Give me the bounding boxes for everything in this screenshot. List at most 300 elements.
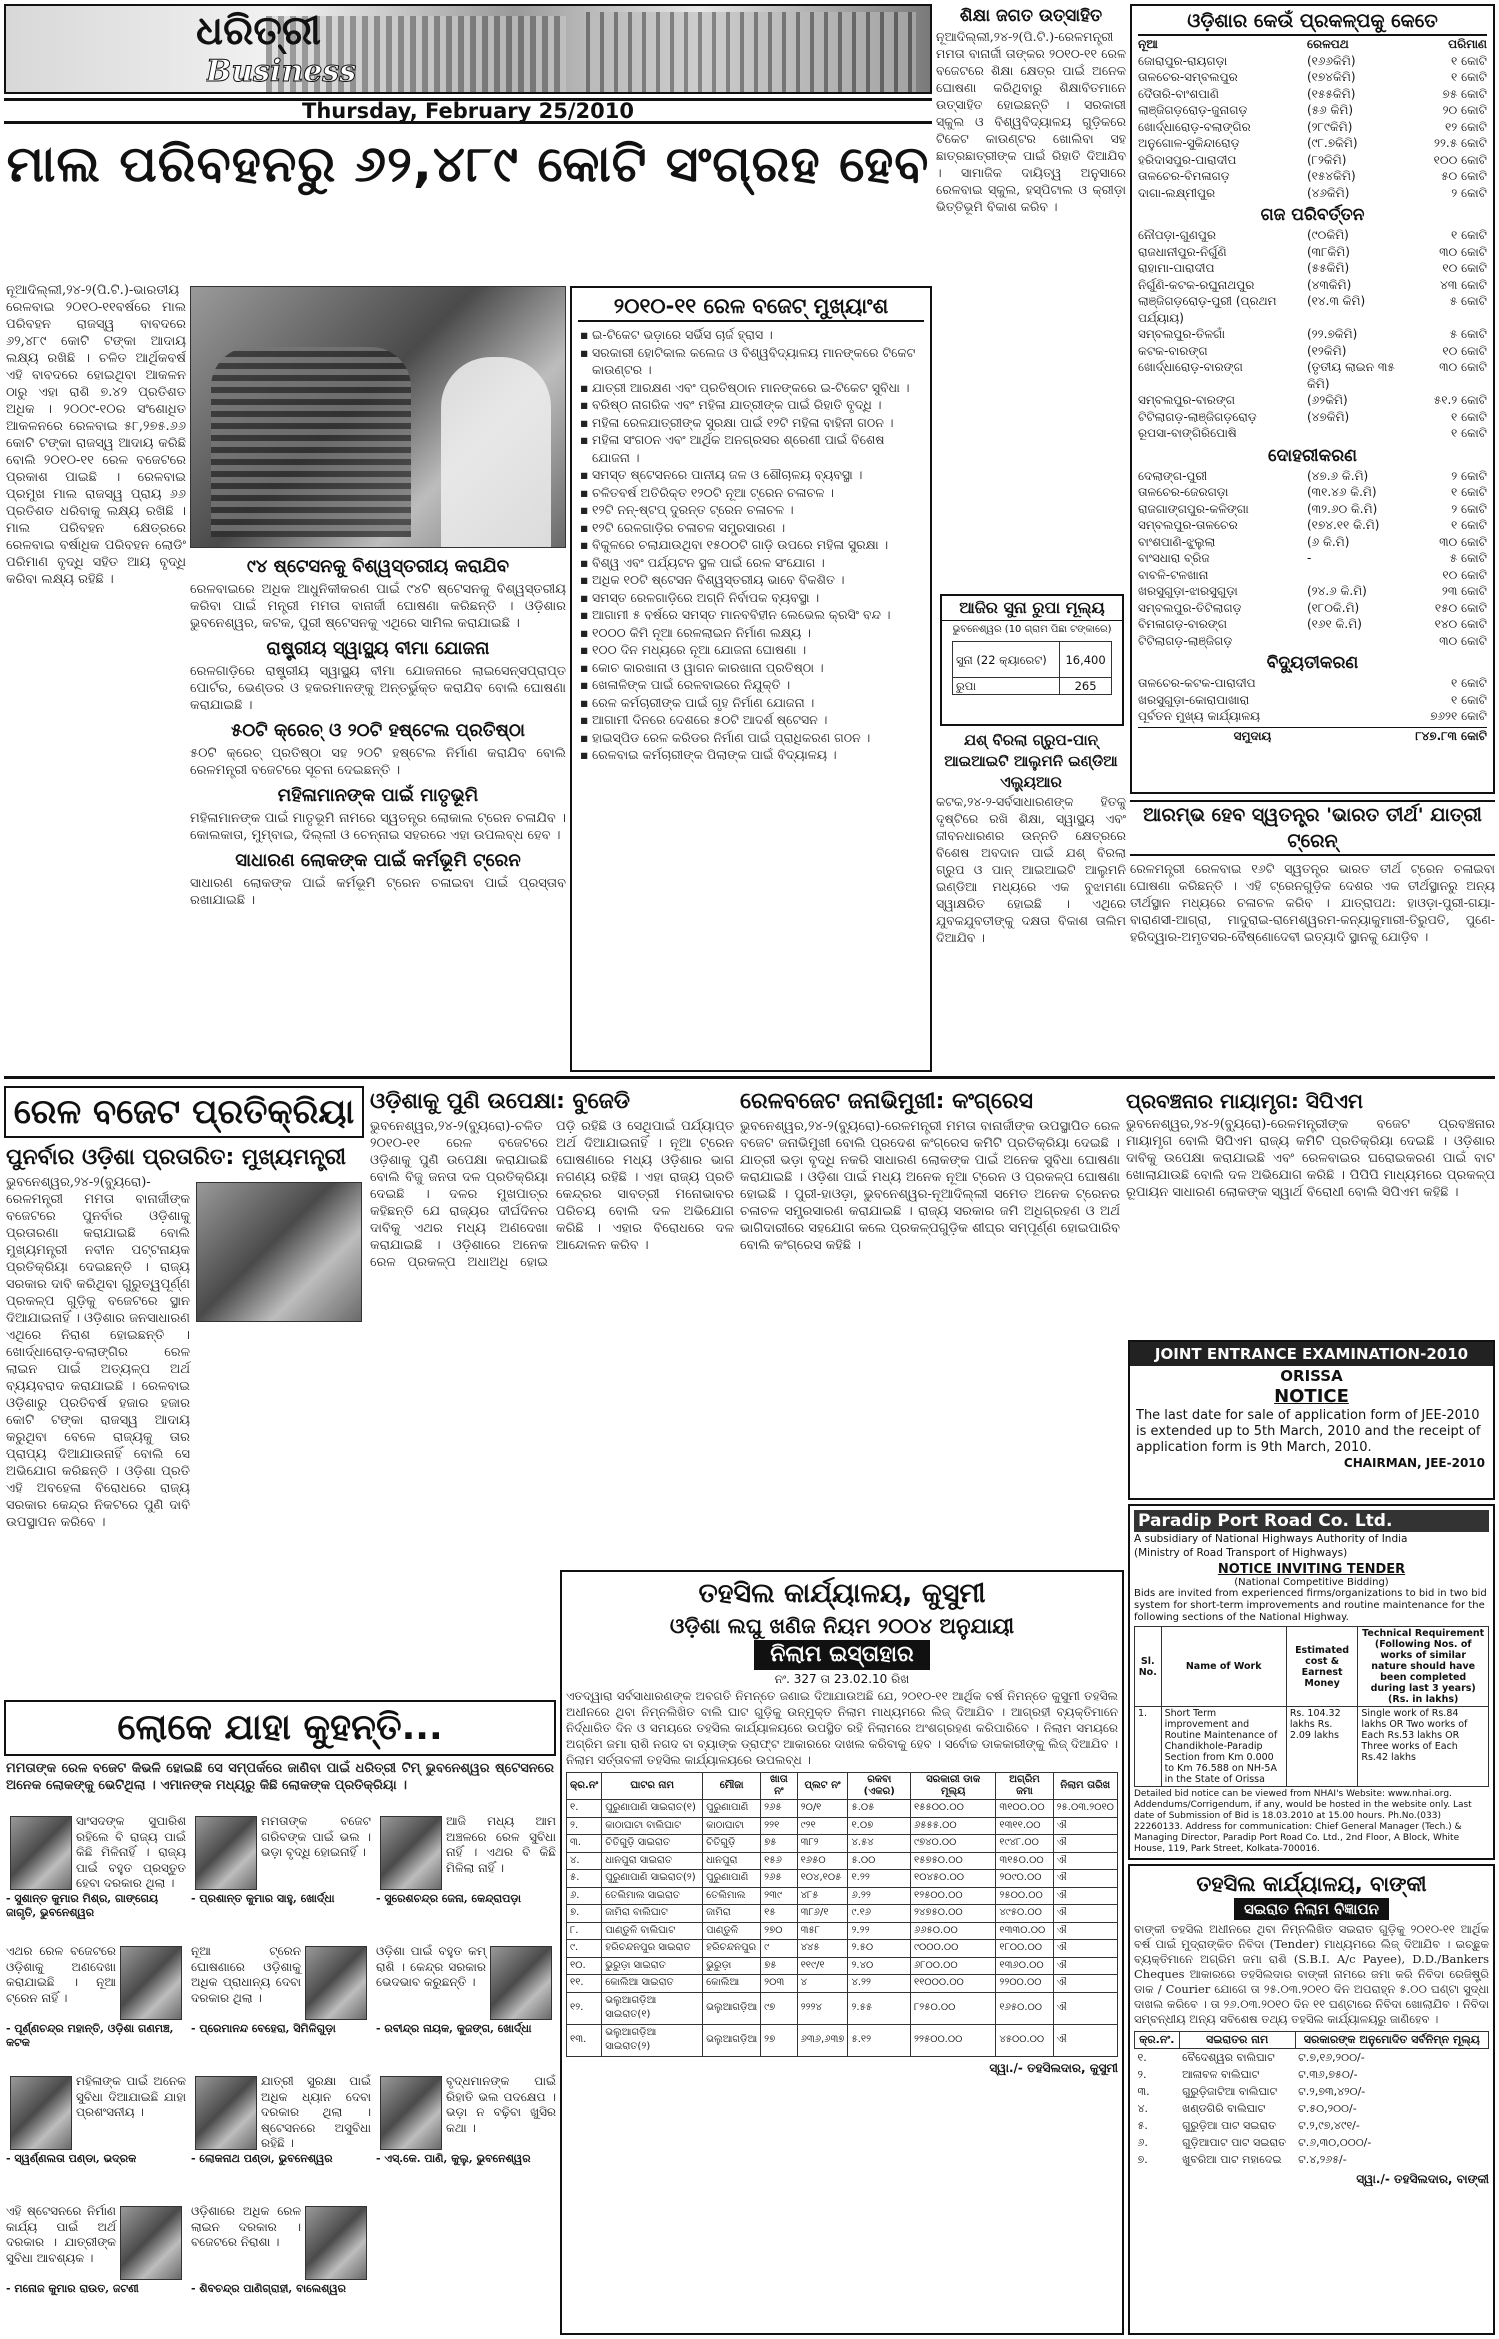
- kusumi-cell: ୪.: [567, 1852, 602, 1870]
- kusumi-cell: ୨.: [567, 1817, 602, 1835]
- project-cell: ୧ କୋଟି: [1451, 53, 1487, 68]
- project-cell: ୧ କୋଟି: [1451, 676, 1487, 690]
- table-row: [567, 1835, 1118, 1853]
- people-quotes: [6, 1814, 556, 2334]
- center-h2: ୫୦ଟି କ୍ରେଚ୍ ଓ ୨୦ଟି ହଷ୍ଟେଲ ପ୍ରତିଷ୍ଠା: [231, 720, 525, 741]
- gauge-list: [1138, 227, 1487, 442]
- tender-cell: Single work of Rs.84 lakhs OR Two works of Each Rs.53 lakhs OR Three works of Each Rs.42 lakhs: [1358, 1707, 1489, 1787]
- quote-photo: [490, 1946, 552, 2020]
- project-row: [1138, 708, 1487, 725]
- project-cell: (୧୬୧ କି.ମି): [1307, 617, 1362, 631]
- project-cell: (୫୬ କିମି): [1307, 103, 1354, 117]
- project-row: [1138, 675, 1487, 692]
- silver-price: 265: [1060, 678, 1112, 695]
- project-row: [1138, 534, 1487, 551]
- project-cell: ଅନୁଗୋଳ-ସୁକିନ୍ଦାରୋଡ଼: [1138, 136, 1240, 150]
- kusumi-cell: ପାଣ୍ଡୁଳି ବାଲିଘାଟ: [602, 1922, 703, 1940]
- project-cell: ୧ କୋଟି: [1451, 692, 1487, 707]
- project-cell: [1307, 708, 1417, 725]
- project-cell: (୬୨କିମି): [1307, 393, 1348, 407]
- project-row: [1138, 135, 1487, 152]
- kusumi-cell: ଐ: [1053, 1870, 1117, 1888]
- shiksha-text: ନୂଆଦିଲ୍ଲୀ,୨୪-୨(ପି.ଟି.)-ରେଳମନ୍ତ୍ରୀ ମମତା ବାନାର୍ଜୀ ତାଙ୍କର ୨୦୧୦-୧୧ ରେଳ ବଜେଟରେ ଶିକ୍ଷା କ୍ଷେତ୍ର ପାଇଁ ଅନେକ ଘୋଷଣା କରିଥିବାରୁ ଶିକ୍ଷାବିତମାନେ ଉତ୍ସାହିତ ହୋଇଛନ୍ତି । ସରକାରୀ ସ୍କୁଲ ଓ ବିଶ୍ୱବିଦ୍ୟାଳୟ ଗୁଡ଼ିକରେ ଟିକେଟ କାଉଣ୍ଟର ଖୋଲିବା ସହ ଛାତ୍ରଛାତ୍ରୀଙ୍କ ପାଇଁ ରିହାତି ଦିଆଯିବ । ସାମାଜିକ ଦାୟିତ୍ୱ ଅନୁସାରେ ରେଳବାଇ ସ୍କୁଲ, ହସ୍ପିଟାଲ ଓ କ୍ରୀଡ଼ା ଭିତ୍ତିଭୂମି ବିକାଶ କରିବ ।: [936, 29, 1126, 214]
- projects-total: [1138, 727, 1487, 745]
- quote-text: ଆଜି ମଧ୍ୟ ଆମ ଅଞ୍ଚଳରେ ରେଳ ସୁବିଧା ନାହିଁ । ଏଥର ବି କିଛି ମିଳିଲା ନାହିଁ ।: [446, 1814, 556, 1875]
- project-cell: ନିର୍ଗୁଣି-କଟକ-ରଘୁନାଥପୁର: [1138, 277, 1255, 292]
- kusumi-cell: ୨୫୦୦.୦୦: [996, 1887, 1053, 1905]
- gold-label: ସୁନା (22 କ୍ୟାରେଟ): [953, 642, 1060, 678]
- project-row: [1138, 484, 1487, 501]
- kusumi-cell: ୧୬୫୦.୦୦: [996, 1992, 1053, 2024]
- kusumi-cell: ୨.୫୦: [848, 1940, 911, 1958]
- kusumi-table: [566, 1772, 1118, 2057]
- project-cell: ତାଳଚେର-କଟକ-ପାରାଦୀପ: [1138, 676, 1256, 690]
- quote-photo: [195, 1816, 257, 1890]
- quote-photo: [10, 2076, 72, 2150]
- quote-photo: [195, 2076, 257, 2150]
- double-title: ଦୋହରୀକରଣ: [1268, 445, 1357, 466]
- banki-text: ବାଙ୍କୀ ତହସିଲ ଅଧୀନରେ ଥିବା ନିମ୍ନଲିଖିତ ସଇରାତ ଗୁଡ଼ିକୁ ୨୦୧୦-୧୧ ଆର୍ଥିକ ବର୍ଷ ପାଇଁ ମୁଦ୍ରାଙ୍କିତ ନିବିଦା (Tender) ମାଧ୍ୟମରେ ଲିଜ୍ ଦିଆଯିବ । ଇଚ୍ଛୁକ ବ୍ୟକ୍ତିମାନେ ଅଗ୍ରିମ ଜମା ରାଶି (S.B.I. A/c Payee), D.D./Bankers Cheques ଆକାରରେ ତହସିଲଦାର ବାଙ୍କୀ ନାମରେ ଜମା କରି ନିବିଦା ରେଜିଷ୍ଟ୍ରି ଡାକ / Courier ଯୋଗେ ତା ୨୫.୦୩.୨୦୧୦ ଦିନ ଅପରାହ୍ନ ୫.୦୦ ଘଣ୍ଟା ସୁଦ୍ଧା ଦାଖଲ କରିବେ । ତା ୨୬.୦୩.୨୦୧୦ ଦିନ ୧୧ ଘଣ୍ଟାରେ ନିବିଦା ଖୋଲାଯିବ । ନିବିଦା ସମ୍ବନ୍ଧୀୟ ଅନ୍ୟ ସବିଶେଷ ତଥ୍ୟ ତହସିଲ କାର୍ଯ୍ୟାଳୟରୁ ଜାଣିହେବ ।: [1134, 1922, 1489, 2026]
- project-cell: ରାଜଗାଙ୍ଗପୁର-କଳିଙ୍ଗା: [1138, 501, 1249, 516]
- kusumi-cell: ୧୧୦୦୦.୦୦: [911, 1975, 996, 1993]
- banki-cell: ୭.: [1137, 2153, 1148, 2166]
- kusumi-cell: ଭଲୁଆଗଡ଼ିଆ: [703, 2024, 761, 2056]
- kusumi-sign: ସ୍ୱା./- ତହସିଲଦାର, କୁସୁମୀ: [989, 2060, 1118, 2075]
- projects-head: [1138, 36, 1487, 53]
- banki-cell: ଟ.୭,୧୬,୨୦୦/-: [1298, 2051, 1365, 2064]
- projects-title: ଓଡ଼ିଶାର କେଉଁ ପ୍ରକଳ୍ପକୁ କେତେ: [1138, 8, 1487, 36]
- project-cell: (୩୧.୪୬ କି.ମି): [1307, 485, 1377, 499]
- jee-state: ORISSA: [1280, 1367, 1343, 1385]
- kusumi-cell: ୧୬୫୦: [797, 1852, 848, 1870]
- quote-name: - ରବୀନ୍ଦ୍ର ନାୟକ, କୁଜଙ୍ଗ, ଖୋର୍ଦ୍ଧା: [376, 2022, 532, 2035]
- projects-head-col2: ରେଳପଥ: [1307, 37, 1349, 51]
- project-row: [1138, 425, 1487, 442]
- kusumi-header: ଘାଟର ନାମ: [602, 1773, 703, 1800]
- kusumi-cell: ୮.: [567, 1922, 602, 1940]
- banki-cell: ୩.: [1137, 2085, 1150, 2098]
- quote-text: ମମତାଙ୍କ ବଜେଟ ଗରିବଙ୍କ ପାଇଁ ଭଲ । ଭଡ଼ା ବୃଦ୍ଧି ହୋଇନାହିଁ ।: [261, 1814, 371, 1859]
- project-cell: (୪୭.୬ କି.ମି): [1307, 468, 1369, 483]
- project-row: [1138, 53, 1487, 70]
- project-cell: ୩୦ କୋଟି: [1439, 244, 1487, 259]
- budget-item: ▪ ବିକୁଳରେ ଚଲାଯାଉଥିବା ୧୫୦୦ଟି ଗାଡ଼ି ଉପରେ ମହିଳା ସୁରକ୍ଷା ।: [578, 536, 924, 554]
- kusumi-header: ରକବା (ଏକର): [848, 1773, 911, 1800]
- project-row: [1138, 168, 1487, 185]
- kusumi-cell: ୧.୨୨: [848, 1870, 911, 1888]
- quote-text: ଓଡ଼ିଶାରେ ଅଧିକ ରେଳ ଲାଇନ ଦରକାର । ବଜେଟରେ ନିରାଶା ।: [191, 2204, 301, 2249]
- project-cell: (୧୫୪କିମି): [1307, 169, 1356, 183]
- kusumi-cell: ଭଲୁଆଗଡ଼ିଆ: [703, 1992, 761, 2024]
- kusumi-cell: ୨୨୨୪: [797, 1992, 848, 2024]
- project-cell: [1307, 633, 1417, 650]
- project-cell: (୧୭୪.୧୧ କି.ମି): [1307, 518, 1380, 532]
- quote-name: - ପ୍ରେମାନନ୍ଦ ବେହେରା, ସିମିଳିଗୁଡ଼ା: [191, 2022, 336, 2035]
- kusumi-cell: ଧାନପୁରା ସାଇରାତ: [602, 1852, 703, 1870]
- quote-name: - ସୁଶାନ୍ତ କୁମାର ମିଶ୍ର, ଗାଙ୍ଗେୟ ଜାଗୃତି, ଭୁବନେଶ୍ୱର: [6, 1892, 159, 1919]
- kusumi-cell: ଐ: [1053, 1922, 1117, 1940]
- kusumi-cell: ୨୩୯: [761, 1887, 797, 1905]
- quote-card: [376, 1944, 556, 2070]
- kusumi-cell: ୮୨୫୦.୦୦: [911, 1992, 996, 2024]
- kusumi-cell: ୧୧୯/୧: [797, 1957, 848, 1975]
- table-row: [567, 1957, 1118, 1975]
- gold-price-box: [940, 594, 1124, 726]
- table-row: [567, 2024, 1118, 2056]
- people-intro: ମମତାଙ୍କ ରେଳ ବଜେଟ କିଭଳି ହୋଇଛି ସେ ସମ୍ପର୍କରେ ଜାଣିବା ପାଇଁ ଧରିତ୍ରୀ ଟିମ୍ ଭୁବନେଶ୍ୱର ଷ୍ଟେସନରେ ଅନେକ ଲୋକଙ୍କୁ ଭେଟିଥିଲା । ଏମାନଙ୍କ ମଧ୍ୟରୁ କିଛି ଲୋକଙ୍କ ପ୍ରତିକ୍ରିୟା ।: [6, 1761, 554, 1793]
- kusumi-cell: ୧୦୪୫୦.୦୦: [911, 1870, 996, 1888]
- banki-cell: ଖଣ୍ଡଗିରି ବାଲିଘାଟ: [1182, 2102, 1266, 2115]
- table-row: [1135, 2066, 1489, 2083]
- kusumi-cell: ୨୦/୧: [797, 1800, 848, 1818]
- project-row: [1138, 550, 1487, 567]
- project-row: [1138, 277, 1487, 294]
- kusumi-cell: ୩୧୫୦.୦୦: [996, 1852, 1053, 1870]
- budget-item: ▪ ଆଗାମୀ ଦିନରେ ଦେଶରେ ୫୦ଟି ଆଦର୍ଶ ଷ୍ଟେସନ ।: [578, 711, 924, 729]
- kusumi-cell: ୨୫.୦୩.୨୦୧୦: [1053, 1800, 1117, 1818]
- divider-mid: [4, 1076, 1495, 1079]
- kusumi-cell: ୧୨୫୦୦.୦୦: [911, 1887, 996, 1905]
- budget-item: ▪ ବରିଷ୍ଠ ନାଗରିକ ଏବଂ ମହିଳା ଯାତ୍ରୀଙ୍କ ପାଇଁ ରିହାତି ବୃଦ୍ଧି ।: [578, 396, 924, 414]
- project-cell: ୧୦ କୋଟି: [1442, 343, 1487, 358]
- quote-photo: [120, 2206, 182, 2280]
- project-cell: ୧ କୋଟି: [1451, 70, 1487, 84]
- bjd-text: ଭୁବନେଶ୍ୱର,୨୪-୨(ବ୍ୟୁରୋ)-ଚଳିତ ୨୦୧୦-୧୧ ରେଳ ବଜେଟରେ ଓଡ଼ିଶାକୁ ପୁଣି ଉପେକ୍ଷା କରାଯାଇଛି ବୋଲି ବିଜୁ ଜନତା ଦଳ ପ୍ରତିକ୍ରିୟା ଦେଇଛି । ଦଳର ମୁଖପାତ୍ର କହିଛନ୍ତି ଯେ ରାଜ୍ୟର ଦୀର୍ଘଦିନର ଦାବିକୁ ଏଥର ମଧ୍ୟ ଅଣଦେଖା କରାଯାଇଛି । ଓଡ଼ିଶାରେ ଅନେକ ରେଳ ପ୍ରକଳ୍ପ ଅଧାଅଧି ହୋଇ ପଡ଼ି ରହିଛି ଓ ସେଥିପାଇଁ ପର୍ଯ୍ୟାପ୍ତ ଅର୍ଥ ଦିଆଯାଇନାହିଁ । ନୂଆ ଟ୍ରେନ ଘୋଷଣାରେ ମଧ୍ୟ ଓଡ଼ିଶାର ଭାଗ ନଗଣ୍ୟ ରହିଛି । ଏହା ରାଜ୍ୟ ପ୍ରତି କେନ୍ଦ୍ରର ସାବତ୍ରୀ ମନୋଭାବର ପରିଚୟ ବୋଲି ଦଳ ଅଭିଯୋଗ କରିଛି । ଏହାର ବିରୋଧରେ ଦଳ ଆନ୍ଦୋଳନ କରିବ ।: [370, 1119, 734, 1270]
- project-cell: (୪୬କିମି): [1307, 185, 1350, 200]
- project-cell: ଖୋର୍ଦ୍ଧାରୋଡ଼-ବଲାଙ୍ଗିର: [1138, 119, 1251, 134]
- quote-photo: [305, 2206, 367, 2280]
- banki-cell: ଗୁଡ଼ିଆପାଟ ପାଟ ସଇରାତ: [1182, 2136, 1286, 2149]
- masthead-building: [586, 12, 916, 92]
- project-row: [1138, 343, 1487, 360]
- project-cell: ୨ କୋଟି: [1451, 468, 1487, 483]
- cm-story: [6, 1142, 366, 1696]
- table-row: [567, 1940, 1118, 1958]
- kusumi-cell: ୯୭୪୦.୦୦: [911, 1835, 996, 1853]
- kusumi-cell: ଐ: [1053, 1835, 1117, 1853]
- kusumi-cell: ତେଲିମାଲ: [703, 1887, 761, 1905]
- kusumi-cell: ଭୁରୁଡ଼ା ସାଇରାତ: [602, 1957, 703, 1975]
- project-row: [1138, 501, 1487, 518]
- quote-photo: [120, 1946, 182, 2020]
- center-h4: ସାଧାରଣ ଲୋକଙ୍କ ପାଇଁ କର୍ମଭୂମି ଟ୍ରେନ: [235, 850, 521, 871]
- project-row: [1138, 633, 1487, 650]
- kusumi-cell: ୪.୨୨: [848, 1975, 911, 1993]
- jee-body: The last date for sale of application form of JEE-2010 is extended up to 5th March, 2010 and the receipt of application form is 9th March, 2010.: [1136, 1408, 1481, 1455]
- kusumi-cell: ଜାମିରା: [703, 1905, 761, 1923]
- kusumi-cell: ୬୩୬,୬୩୭: [797, 2024, 848, 2056]
- lead-story: ନୂଆଦିଲ୍ଲୀ,୨୪-୨(ପି.ଟି.)-ଭାରତୀୟ ରେଳବାଇ ୨୦୧୦-୧୧ବର୍ଷରେ ମାଲ ପରିବହନ ରାଜସ୍ୱ ବାବଦରେ ୬୨,୪୮୯ କୋଟି ଟଙ୍କା ଆଦାୟ ଲକ୍ଷ୍ୟ ରଖିଛି । ଚଳିତ ଆର୍ଥିକବର୍ଷ ଏହି ବାବଦରେ ହୋଇଥିବା ଆକଳନ ଠାରୁ ଏହା ରାଶି ୭.୪୨ ପ୍ରତିଶତ ଅଧିକ । ୨୦୦୯-୧୦ର ସଂଶୋଧିତ ଆକଳନରେ ରେଳବାଇ ୫୮,୨୭୫.୬୬ କୋଟି ଟଙ୍କା ରାଜସ୍ୱ ଆଦାୟ କରିଛି ବୋଲି ୨୦୧୦-୧୧ ରେଳ ବଜେଟରେ ପ୍ରକାଶ ପାଇଛି । ରେଳବାଇ ପ୍ରମୁଖ ମାଲ ରାଜସ୍ୱ ପ୍ରାୟ ୬୬ ପ୍ରତିଶତ ଧରିବାକୁ ଲକ୍ଷ୍ୟ ରଖିଛି । ମାଲ ପରିବହନ କ୍ଷେତ୍ରରେ ରେଳବାଇ ବର୍ଷାଧିକ ପରିବହନ ଲୋଡିଂ ପରିମାଣ ବୃଦ୍ଧି ସହିତ ଆୟ ବୃଦ୍ଧି କରିବା ଲକ୍ଷ୍ୟ ରହିଛି ।: [6, 283, 186, 587]
- project-cell: ୧ କୋଟି: [1451, 518, 1487, 532]
- kusumi-cell: ୬୮୦୦.୦୦: [911, 1957, 996, 1975]
- kusumi-cell: ୪: [797, 1975, 848, 1993]
- quote-card: [376, 2074, 556, 2200]
- project-cell: ତାଳଚେର-ଜେରଗଡ଼ା: [1138, 485, 1229, 499]
- project-cell: (୫୫କିମି): [1307, 261, 1350, 275]
- cpm-story: [1126, 1086, 1495, 1306]
- table-row: [567, 1817, 1118, 1835]
- tender-header: Name of Work: [1161, 1627, 1286, 1707]
- kusumi-cell: ୨୦୩: [761, 1975, 797, 1993]
- budget-highlights-list: [578, 326, 924, 764]
- banki-header: ସଇରାତର ନାମ: [1179, 2032, 1295, 2049]
- quote-text: ଏହି ଷ୍ଟେସନରେ ନିର୍ମାଣ କାର୍ଯ୍ୟ ପାଇଁ ଅର୍ଥ ଦରକାର । ଯାତ୍ରୀଙ୍କ ସୁବିଧା ଆବଶ୍ୟକ ।: [6, 2204, 116, 2265]
- table-row: [1135, 2100, 1489, 2117]
- kusumi-cell: ୯.: [567, 1940, 602, 1958]
- project-cell: ୧ କୋଟି: [1451, 426, 1487, 440]
- quote-card: [191, 2204, 371, 2330]
- project-cell: ୩୦ କୋଟି: [1439, 633, 1487, 648]
- project-row: [1138, 293, 1487, 326]
- kusumi-cell: ୪.୫୪: [848, 1835, 911, 1853]
- kusumi-cell: ୧୫୫୦୦.୦୦: [911, 1800, 996, 1818]
- kusumi-cell: କାଠାଘାଟା: [703, 1817, 761, 1835]
- project-cell: (୪୩କିମି): [1307, 277, 1352, 292]
- kusumi-cell: ୩୫୮: [797, 1922, 848, 1940]
- banki-cell: ଟ.୬,୩୦,୦୦୦/-: [1298, 2136, 1372, 2149]
- project-row: [1138, 260, 1487, 277]
- tender-notice: [1128, 1504, 1495, 1860]
- kusumi-cell: ଭଲୁଆଗଡ଼ିଆ ସାଇରାତ(୧): [602, 1992, 703, 2024]
- kusumi-cell: ୧୦.: [567, 1957, 602, 1975]
- kusumi-cell: କୋଲିଆ ସାଇରାତ: [602, 1975, 703, 1993]
- budget-highlights-box: [570, 286, 932, 1072]
- masthead-banner: [4, 4, 932, 94]
- project-cell: ଖରସୁଗୁଡ଼ା-କୋରାପାଖାରା: [1138, 692, 1250, 707]
- gold-sub: ଭୁବନେଶ୍ୱର (10 ଗ୍ରାମ ପିଛା ଟଙ୍କାରେ): [952, 624, 1112, 635]
- project-cell: ୧ କୋଟି: [1451, 409, 1487, 424]
- cm-photo: [196, 1182, 362, 1322]
- kusumi-header: ସରକାରୀ ଡାକ ମୂଲ୍ୟ: [911, 1773, 996, 1800]
- kusumi-cell: ହରିଚନ୍ଦନପୁର: [703, 1940, 761, 1958]
- kusumi-cell: ୯୨୧: [797, 1817, 848, 1835]
- issue-date: Thursday, February 25/2010: [4, 98, 932, 124]
- kusumi-cell: ୯.୧୬: [848, 1905, 911, 1923]
- project-cell: ସମ୍ବଲପୁର-ତିଳଗାଁ: [1138, 327, 1225, 341]
- budget-item: ▪ ଯାତ୍ରୀ ଆରକ୍ଷଣ ଏବଂ ପ୍ରତିଷ୍ଠାନ ମାନଙ୍କରେ ଇ-ଟିକେଟ ସୁବିଧା ।: [578, 379, 924, 397]
- project-cell: ଦାଗା-ଲକ୍ଷ୍ମୀପୁର: [1138, 185, 1216, 200]
- kusumi-cell: ୯: [761, 1940, 797, 1958]
- gold-price: 16,400: [1060, 642, 1112, 678]
- project-row: [1138, 517, 1487, 534]
- project-cell: ୧୪୦ କୋଟି: [1434, 617, 1487, 631]
- project-cell: କଟକ-ବାରଙ୍ଗ: [1138, 343, 1208, 358]
- kusumi-cell: ଐ: [1053, 1817, 1117, 1835]
- project-row: [1138, 567, 1487, 584]
- banki-cell: ୪.: [1137, 2102, 1149, 2115]
- project-cell: (୧୫୫କିମି): [1307, 86, 1356, 101]
- banki-table: [1134, 2031, 1489, 2168]
- kusumi-header-row: [567, 1773, 1118, 1800]
- project-cell: ରୂପସା-ବାଙ୍ଗିରିପୋଷି: [1138, 426, 1237, 440]
- project-row: [1138, 692, 1487, 709]
- quote-photo: [380, 2076, 442, 2150]
- kusumi-cell: ୭୫: [761, 1835, 797, 1853]
- kusumi-cell: ୧୩୬୦.୦୦: [996, 1957, 1053, 1975]
- jee-notice-label: NOTICE: [1274, 1386, 1349, 1407]
- center-story: [190, 550, 566, 1070]
- gauge-title: ଗଜ ପରିବର୍ତ୍ତନ: [1260, 205, 1365, 225]
- kusumi-cell: ୨୨୫୦୦.୦୦: [911, 2024, 996, 2056]
- project-cell: (୯୦କିମି): [1307, 228, 1349, 242]
- shiksha-title: ଶିକ୍ଷା ଜଗତ ଉତ୍ସାହିତ: [959, 6, 1103, 26]
- quote-text: ଏଥର ରେଳ ବଜେଟରେ ଓଡ଼ିଶାକୁ ଅଣଦେଖା କରାଯାଇଛି । ନୂଆ ଟ୍ରେନ ନାହିଁ ।: [6, 1944, 116, 2005]
- table-row: [1135, 2049, 1489, 2067]
- project-cell: ୩୦ କୋଟି: [1439, 360, 1487, 374]
- quote-text: ମହିଳାଙ୍କ ପାଇଁ ଅନେକ ସୁବିଧା ଦିଆଯାଇଛି ଯାହା ପ୍ରଶଂସନୀୟ ।: [76, 2074, 186, 2119]
- table-row: [567, 1922, 1118, 1940]
- budget-item: ▪ ରେଳବାଇ କର୍ମଚାରୀଙ୍କ ପିଲାଙ୍କ ପାଇଁ ବିଦ୍ୟାଳୟ ।: [578, 746, 924, 764]
- elec-title: ବିଦ୍ୟୁତୀକରଣ: [1266, 653, 1359, 673]
- projects-head-col1: ନୂଆ: [1138, 37, 1158, 51]
- kusumi-cell: ୬.୨୨: [848, 1887, 911, 1905]
- kusumi-cell: ୧୨.: [567, 1992, 602, 2024]
- budget-item: ▪ ସମସ୍ତ ଷ୍ଟେସନରେ ପାନୀୟ ଜଳ ଓ ଶୌଚାଳୟ ବ୍ୟବସ୍ଥା ।: [578, 466, 924, 484]
- project-cell: ଖୋର୍ଦ୍ଧାରୋଡ଼-ବାରଙ୍ଗ: [1138, 360, 1243, 374]
- kusumi-cell: ଜାମିରା ବାଲିଘାଟ: [602, 1905, 703, 1923]
- project-cell: (୨୮୯କିମି): [1307, 119, 1353, 134]
- quote-name: - ପ୍ରଶାନ୍ତ କୁମାର ସାହୁ, ଖୋର୍ଦ୍ଧା: [191, 1892, 335, 1905]
- jee-title: JOINT ENTRANCE EXAMINATION-2010: [1130, 1342, 1493, 1366]
- kusumi-cell: ଐ: [1053, 1975, 1117, 1993]
- kusumi-cell: ୧୮୦୦.୦୦: [996, 1940, 1053, 1958]
- kusumi-cell: ହରିଚନ୍ଦନପୁର ସାଇରାତ: [602, 1940, 703, 1958]
- project-cell: ୨ କୋଟି: [1451, 501, 1487, 516]
- tender-cell: Rs. 104.32 lakhs Rs. 2.09 lakhs: [1286, 1707, 1358, 1787]
- table-row: [567, 1975, 1118, 1993]
- project-cell: ଟିଟିଲାଗଡ଼-ଲାଞ୍ଜିଗଡ଼: [1138, 633, 1233, 648]
- kusumi-subtitle: ଓଡ଼ିଶା ଲଘୁ ଖଣିଜ ନିୟମ ୨୦୦୪ ଅନୁଯାୟୀ: [669, 1614, 1015, 1638]
- reaction-banner: ରେଳ ବଜେଟ ପ୍ରତିକ୍ରିୟା: [4, 1086, 364, 1138]
- shiksha-story: [936, 4, 1126, 564]
- project-cell: ରାହାମା-ପାରାଦୀପ: [1138, 261, 1215, 275]
- project-cell: ୧୦ କୋଟି: [1442, 567, 1487, 582]
- quote-text: ବୃଦ୍ଧମାନଙ୍କ ପାଇଁ ରିହାତି ଭଲ ପଦକ୍ଷେପ । ଭଡ଼ା ନ ବଢ଼ିବା ଖୁସିର କଥା ।: [446, 2074, 556, 2135]
- banki-cell: ଟ.୪,୨୬୫/-: [1298, 2153, 1347, 2166]
- birla-story: [936, 730, 1126, 1074]
- kusumi-cell: ୨.୪୦: [848, 1957, 911, 1975]
- budget-item: ▪ ୧୨ଟି ରେଳଗାଡ଼ିର ଚଳାଚଳ ସମ୍ପ୍ରସାରଣ ।: [578, 519, 924, 537]
- table-row: [567, 1870, 1118, 1888]
- center-p1: ରେଳବାଇରେ ଅଧିକ ଆଧୁନିକୀକରଣ ପାଇଁ ୯୪ଟି ଷ୍ଟେସନକୁ ବିଶ୍ୱସ୍ତରୀୟ କରିବା ପାଇଁ ମନ୍ତ୍ରୀ ମମତା ବାନାର୍ଜୀ ଘୋଷଣା କରିଛନ୍ତି । ଓଡ଼ିଶାର ଭୁବନେଶ୍ୱର, କଟକ, ପୁରୀ ଷ୍ଟେସନକୁ ଏଥିରେ ସାମିଲ କରାଯାଇଛି ।: [190, 582, 566, 631]
- kusumi-cell: ୨୨୦୦.୦୦: [996, 1975, 1053, 1993]
- double-list: [1138, 468, 1487, 650]
- kusumi-cell: ୬.: [567, 1887, 602, 1905]
- kusumi-cell: ପୁରୁଣାପାଣି ସାଇରାତ(୨): [602, 1870, 703, 1888]
- table-row: [567, 1992, 1118, 2024]
- project-row: [1138, 185, 1487, 202]
- project-cell: ୨୨.୫ କୋଟି: [1433, 136, 1487, 150]
- budget-item: ▪ ୧୦୦ ଦିନ ମଧ୍ୟରେ ନୂଆ ଯୋଜନା ଘୋଷଣା ।: [578, 641, 924, 659]
- tender-ministry: (Ministry of Road Transport of Highways): [1134, 1547, 1348, 1559]
- quote-name: - ଶିବଚନ୍ଦ୍ର ପାଣିଗ୍ରାହୀ, ବାଲେଶ୍ୱର: [191, 2282, 346, 2295]
- kusumi-cell: ଐ: [1053, 1905, 1117, 1923]
- kusumi-cell: ୭୫: [761, 1957, 797, 1975]
- tender-cell: 1.: [1135, 1707, 1162, 1787]
- congress-text: ଭୁବନେଶ୍ୱର,୨୪-୨(ବ୍ୟୁରୋ)-ରେଳମନ୍ତ୍ରୀ ମମତା ବାନାର୍ଜୀଙ୍କ ଉପସ୍ଥାପିତ ରେଳ ବଜେଟ ଜନାଭିମୁଖୀ ବୋଲି ପ୍ରଦେଶ କଂଗ୍ରେସ କମିଟି ପ୍ରତିକ୍ରିୟା ଦେଇଛି । ଯାତ୍ରୀ ଭଡ଼ା ବୃଦ୍ଧି ନକରି ସାଧାରଣ ଲୋକଙ୍କ ପାଇଁ ଅନେକ ସୁବିଧା ଘୋଷଣା କରାଯାଇଛି । ଓଡ଼ିଶା ପାଇଁ ମଧ୍ୟ ଅନେକ ନୂଆ ଟ୍ରେନ ଓ ପ୍ରକଳ୍ପ ଘୋଷଣା ହୋଇଛି । ପୁରୀ-ହାଓଡ଼ା, ଭୁବନେଶ୍ୱର-ନୂଆଦିଲ୍ଲୀ ସମେତ ଅନେକ ଟ୍ରେନର ଚଳାଚଳ ସମ୍ପ୍ରସାରଣ କରାଯାଇଛି । ରାଜ୍ୟ ସରକାର ଜମି ଅଧିଗ୍ରହଣ ଓ ଅର୍ଥ ଭାଗିଦାରୀରେ ସହଯୋଗ କଲେ ପ୍ରକଳ୍ପଗୁଡ଼ିକ ଶୀଘ୍ର ସମ୍ପୂର୍ଣ୍ଣ ହୋଇପାରିବ ବୋଲି କଂଗ୍ରେସ କହିଛି ।: [740, 1119, 1120, 1253]
- project-cell: ଲାଞ୍ଜିଗଡ଼ରୋଡ଼-ପୁରୀ (ପ୍ରଥମ ପର୍ଯ୍ୟାୟ): [1138, 294, 1277, 325]
- quote-card: [376, 1814, 556, 1940]
- budget-item: ▪ ମହିଳା ସଂଗଠନ ଏବଂ ଆର୍ଥିକ ଅନଗ୍ରସର ଶ୍ରେଣୀ ପାଇଁ ବିଶେଷ ଯୋଜନା ।: [578, 431, 924, 466]
- kusumi-cell: ୧.: [567, 1800, 602, 1818]
- quote-photo: [380, 1816, 442, 1890]
- kusumi-header: ମୌଜା: [703, 1773, 761, 1800]
- kusumi-cell: ୫.୧୨: [848, 2024, 911, 2056]
- project-cell: ଲାଞ୍ଜିଗଡ଼ରୋଡ଼-ଜୁନାଗଡ଼: [1138, 103, 1248, 117]
- project-cell: ୨୩ କୋଟି: [1441, 584, 1487, 598]
- project-row: [1138, 468, 1487, 485]
- cpm-text: ଭୁବନେଶ୍ୱର,୨୪-୨(ବ୍ୟୁରୋ)-ରେଳମନ୍ତ୍ରୀଙ୍କ ବଜେଟ ପ୍ରବଞ୍ଚନାର ମାୟାମୃଗ ବୋଲି ସିପିଏମ ରାଜ୍ୟ କମିଟି ପ୍ରତିକ୍ରିୟା ଦେଇଛି । ଓଡ଼ିଶାର ଦାବିକୁ ଉପେକ୍ଷା କରାଯାଇଛି ଏବଂ ରେଳବାଇର ଘରୋଇକରଣ ପାଇଁ ବାଟ ଖୋଲାଯାଉଛି ବୋଲି ଦଳ ଅଭିଯୋଗ କରିଛି । ପିପିପି ମାଧ୍ୟମରେ ପ୍ରକଳ୍ପ ରୂପାୟନ ସାଧାରଣ ଲୋକଙ୍କ ସ୍ୱାର୍ଥ ବିରୋଧୀ ବୋଲି ସିପିଏମ କହିଛି ।: [1126, 1117, 1495, 1200]
- kusumi-cell: ୧୧.: [567, 1975, 602, 1993]
- kusumi-cell: ପୁରୁଣାପାଣି ସାଇରାତ(୧): [602, 1800, 703, 1818]
- kusumi-cell: ଭଲୁଆଗଡ଼ିଆ ସାଇରାତ(୨): [602, 2024, 703, 2056]
- quote-text: ନୂଆ ଟ୍ରେନ ଘୋଷଣାରେ ଓଡ଼ିଶାକୁ ଅଧିକ ପ୍ରାଧାନ୍ୟ ଦେବା ଦରକାର ଥିଲା ।: [191, 1944, 301, 2005]
- kusumi-header: ନିଲାମ ତାରିଖ: [1053, 1773, 1117, 1800]
- tahasil-kusumi: [560, 1570, 1124, 2335]
- project-cell: (୨୨.୭କିମି): [1307, 327, 1358, 341]
- new-lines-list: [1138, 53, 1487, 202]
- kusumi-cell: ୧.୦୭: [848, 1817, 911, 1835]
- project-cell: [1307, 675, 1417, 692]
- kusumi-cell: ପାଣ୍ଡୁଳି: [703, 1922, 761, 1940]
- budget-item: ▪ ୧୦୦୦ କିମି ନୂଆ ରେଳଲାଇନ ନିର୍ମାଣ ଲକ୍ଷ୍ୟ ।: [578, 624, 924, 642]
- project-cell: ହରିଦାସପୁର-ପାରାଦୀପ: [1138, 152, 1237, 167]
- quote-card: [6, 2074, 186, 2200]
- project-row: [1138, 359, 1487, 392]
- project-cell: ୭୬୨୧ କୋଟି: [1430, 709, 1487, 723]
- project-cell: (୩୮କିମି): [1307, 244, 1350, 259]
- kusumi-cell: ୧୩୧୧.୦୦: [996, 1817, 1053, 1835]
- project-cell: (୮୨କିମି): [1307, 152, 1347, 167]
- kusumi-cell: ଚିତିଗୁଡ଼ି ସାଇରାତ: [602, 1835, 703, 1853]
- center-h3: ମହିଳାମାନଙ୍କ ପାଇଁ ମାତୃଭୂମି: [277, 785, 479, 806]
- quote-card: [6, 2204, 186, 2330]
- kusumi-cell: ୬୬୫୦.୦୦: [911, 1922, 996, 1940]
- kusumi-cell: ୧୫: [761, 1905, 797, 1923]
- project-cell: ବାବଳି-ଟଳଖାନା: [1138, 567, 1209, 582]
- people-banner: ଲୋକେ ଯାହା କୁହନ୍ତି...: [4, 1700, 556, 1756]
- kusumi-cell: ଐ: [1053, 1887, 1117, 1905]
- cm-title: ପୁନର୍ବାର ଓଡ଼ିଶା ପ୍ରତାରିତ: ମୁଖ୍ୟମନ୍ତ୍ରୀ: [6, 1145, 347, 1170]
- project-cell: (୧୭୪କିମି): [1307, 70, 1356, 84]
- project-cell: (୪୭କିମି): [1307, 409, 1350, 424]
- project-cell: ତାଳଚେର-ବିମଳାଗଡ଼: [1138, 169, 1230, 183]
- tender-title: NOTICE INVITING TENDER: [1217, 1562, 1406, 1577]
- kusumi-cell: ୧୫୬: [761, 1852, 797, 1870]
- center-p5: ସାଧାରଣ ଲୋକଙ୍କ ପାଇଁ କର୍ମଭୂମି ଟ୍ରେନ ଚଳାଇବା ପାଇଁ ପ୍ରସ୍ତାବ ରଖାଯାଇଛି ।: [190, 876, 566, 908]
- budget-photo: [190, 286, 566, 548]
- kusumi-cell: ୧୦୪,୧୦୫: [797, 1870, 848, 1888]
- kusumi-cell: ୫.୦୦: [848, 1852, 911, 1870]
- banki-cell: ବୈଦେଶ୍ୱର ବାଲିଘାଟ: [1182, 2051, 1275, 2064]
- banki-cell: ୬.: [1137, 2136, 1148, 2149]
- quote-photo: [10, 1816, 72, 1890]
- quote-text: ଯାତ୍ରୀ ସୁରକ୍ଷା ପାଇଁ ଅଧିକ ଧ୍ୟାନ ଦେବା ଦରକାର ଥିଲା । ଷ୍ଟେସନରେ ଅସୁବିଧା ରହିଛି ।: [261, 2074, 371, 2150]
- kusumi-cell: ୧୩.: [567, 2024, 602, 2056]
- gold-title: ଆଜିର ସୁନା ରୁପା ମୂଲ୍ୟ: [942, 596, 1122, 621]
- photo-person: [441, 357, 551, 547]
- banki-cell: ୨.: [1137, 2068, 1147, 2081]
- birla-text: କଟକ,୨୪-୨-ସର୍ବସାଧାରଣଙ୍କ ହିତକୁ ଦୃଷ୍ଟିରେ ରଖି ଶିକ୍ଷା, ସ୍ୱାସ୍ଥ୍ୟ ଏବଂ ଜୀବନଧାରଣର ଉନ୍ନତି କ୍ଷେତ୍ରରେ ବିଶେଷ ଅବଦାନ ପାଇଁ ଯଶ୍ ବିରଲା ଗ୍ରୁପ ଓ ପାନ୍ ଆଇଆଇଟି ଆଲୁମନି ଇଣ୍ଡିଆ ମଧ୍ୟରେ ଏକ ବୁଝାମଣା ସ୍ୱାକ୍ଷରିତ ହୋଇଛି । ଏଥିରେ ଯୁବକଯୁବତୀଙ୍କୁ ଦକ୍ଷତା ବିକାଶ ତାଲିମ ଦିଆଯିବ ।: [936, 794, 1126, 945]
- table-row: [567, 1800, 1118, 1818]
- kusumi-cell: ପୁରୁଣାପାଣି: [703, 1870, 761, 1888]
- project-row: [1138, 227, 1487, 244]
- project-cell: ଟିଟିଲାଗଡ଼-ଲାଞ୍ଜିଗଡ଼ରୋଡ଼: [1138, 409, 1257, 424]
- kusumi-cell: ପୁରୁଣାପାଣି: [703, 1800, 761, 1818]
- kusumi-ref: ନଂ. 327 ତା 23.02.10 ରିଖ: [774, 1672, 910, 1686]
- budget-item: ▪ ଚଳିତବର୍ଷ ଅତିରିକ୍ତ ୧୨୦ଟି ନୂଆ ଟ୍ରେନ ଚଳାଚଳ ।: [578, 484, 924, 502]
- kusumi-cell: ୩.: [567, 1835, 602, 1853]
